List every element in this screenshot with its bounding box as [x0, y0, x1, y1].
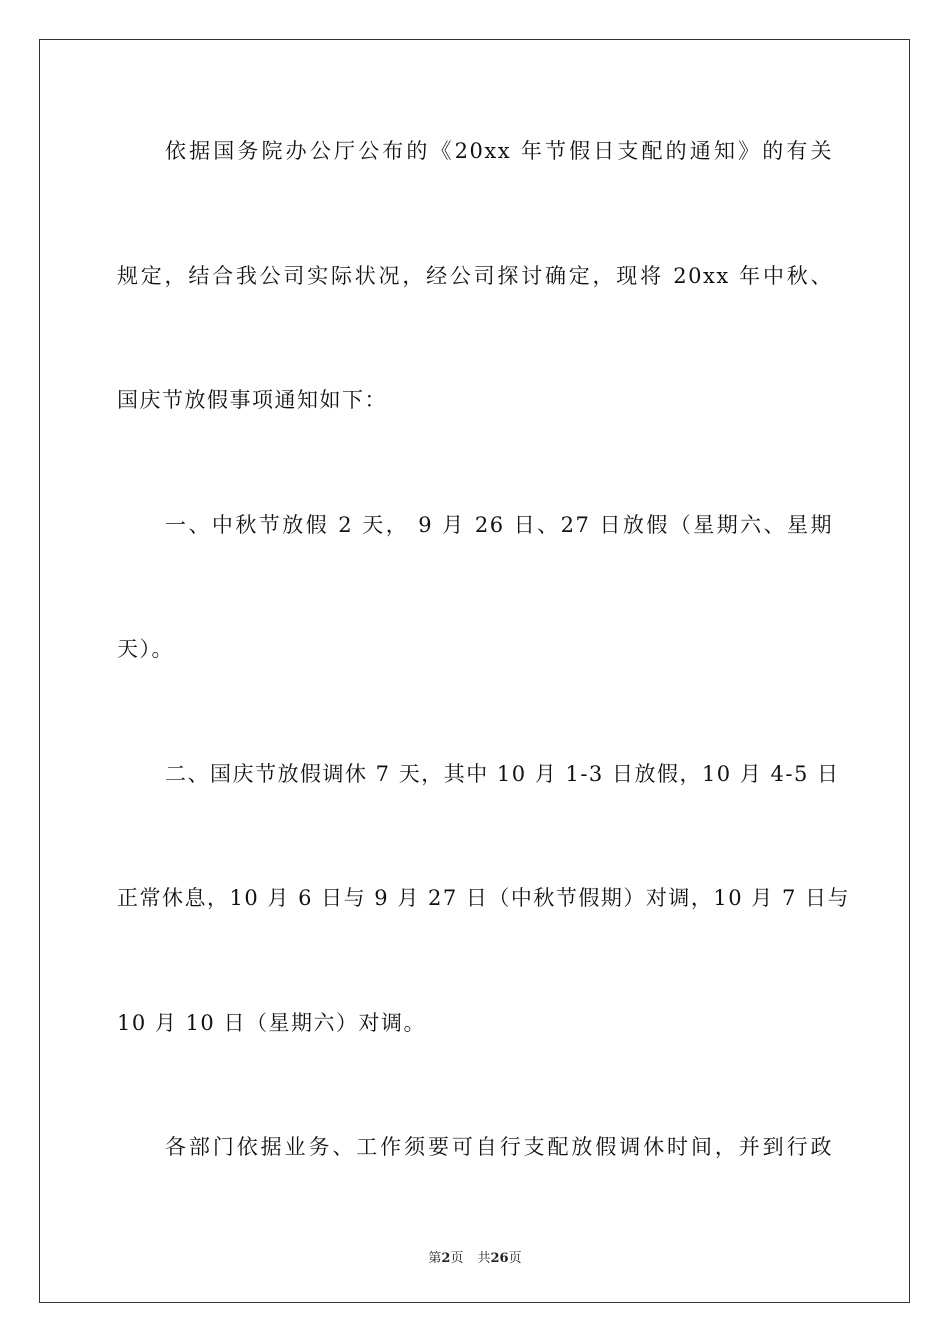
paragraph-line-2: 规定，结合我公司实际状况，经公司探讨确定，现将 20xx 年中秋、 [117, 264, 833, 288]
page-border [39, 39, 910, 1303]
footer-total-prefix: 共 [477, 1251, 491, 1266]
footer-total-suffix: 页 [508, 1251, 522, 1266]
page-footer [0, 1247, 950, 1266]
footer-total-pages: 26 [490, 1251, 509, 1266]
footer-page-prefix: 第 [428, 1251, 442, 1266]
footer-page-number: 2 [441, 1251, 451, 1266]
paragraph-line-5: 天）。 [117, 637, 174, 661]
paragraph-line-8: 10 月 10 日（星期六）对调。 [117, 1011, 426, 1035]
paragraph-line-9: 各部门依据业务、工作须要可自行支配放假调休时间，并到行政 [165, 1135, 833, 1159]
paragraph-line-3: 国庆节放假事项通知如下： [117, 388, 387, 412]
footer-page-suffix: 页 [450, 1251, 464, 1266]
paragraph-line-4: 一、中秋节放假 2 天， 9 月 26 日、27 日放假（星期六、星期 [165, 513, 833, 537]
paragraph-line-1: 依据国务院办公厅公布的《20xx 年节假日支配的通知》的有关 [165, 139, 833, 163]
paragraph-line-6: 二、国庆节放假调休 7 天，其中 10 月 1-3 日放假，10 月 4-5 日 [165, 762, 840, 786]
paragraph-line-7: 正常休息，10 月 6 日与 9 月 27 日（中秋节假期）对调，10 月 7 日与 [117, 886, 850, 910]
